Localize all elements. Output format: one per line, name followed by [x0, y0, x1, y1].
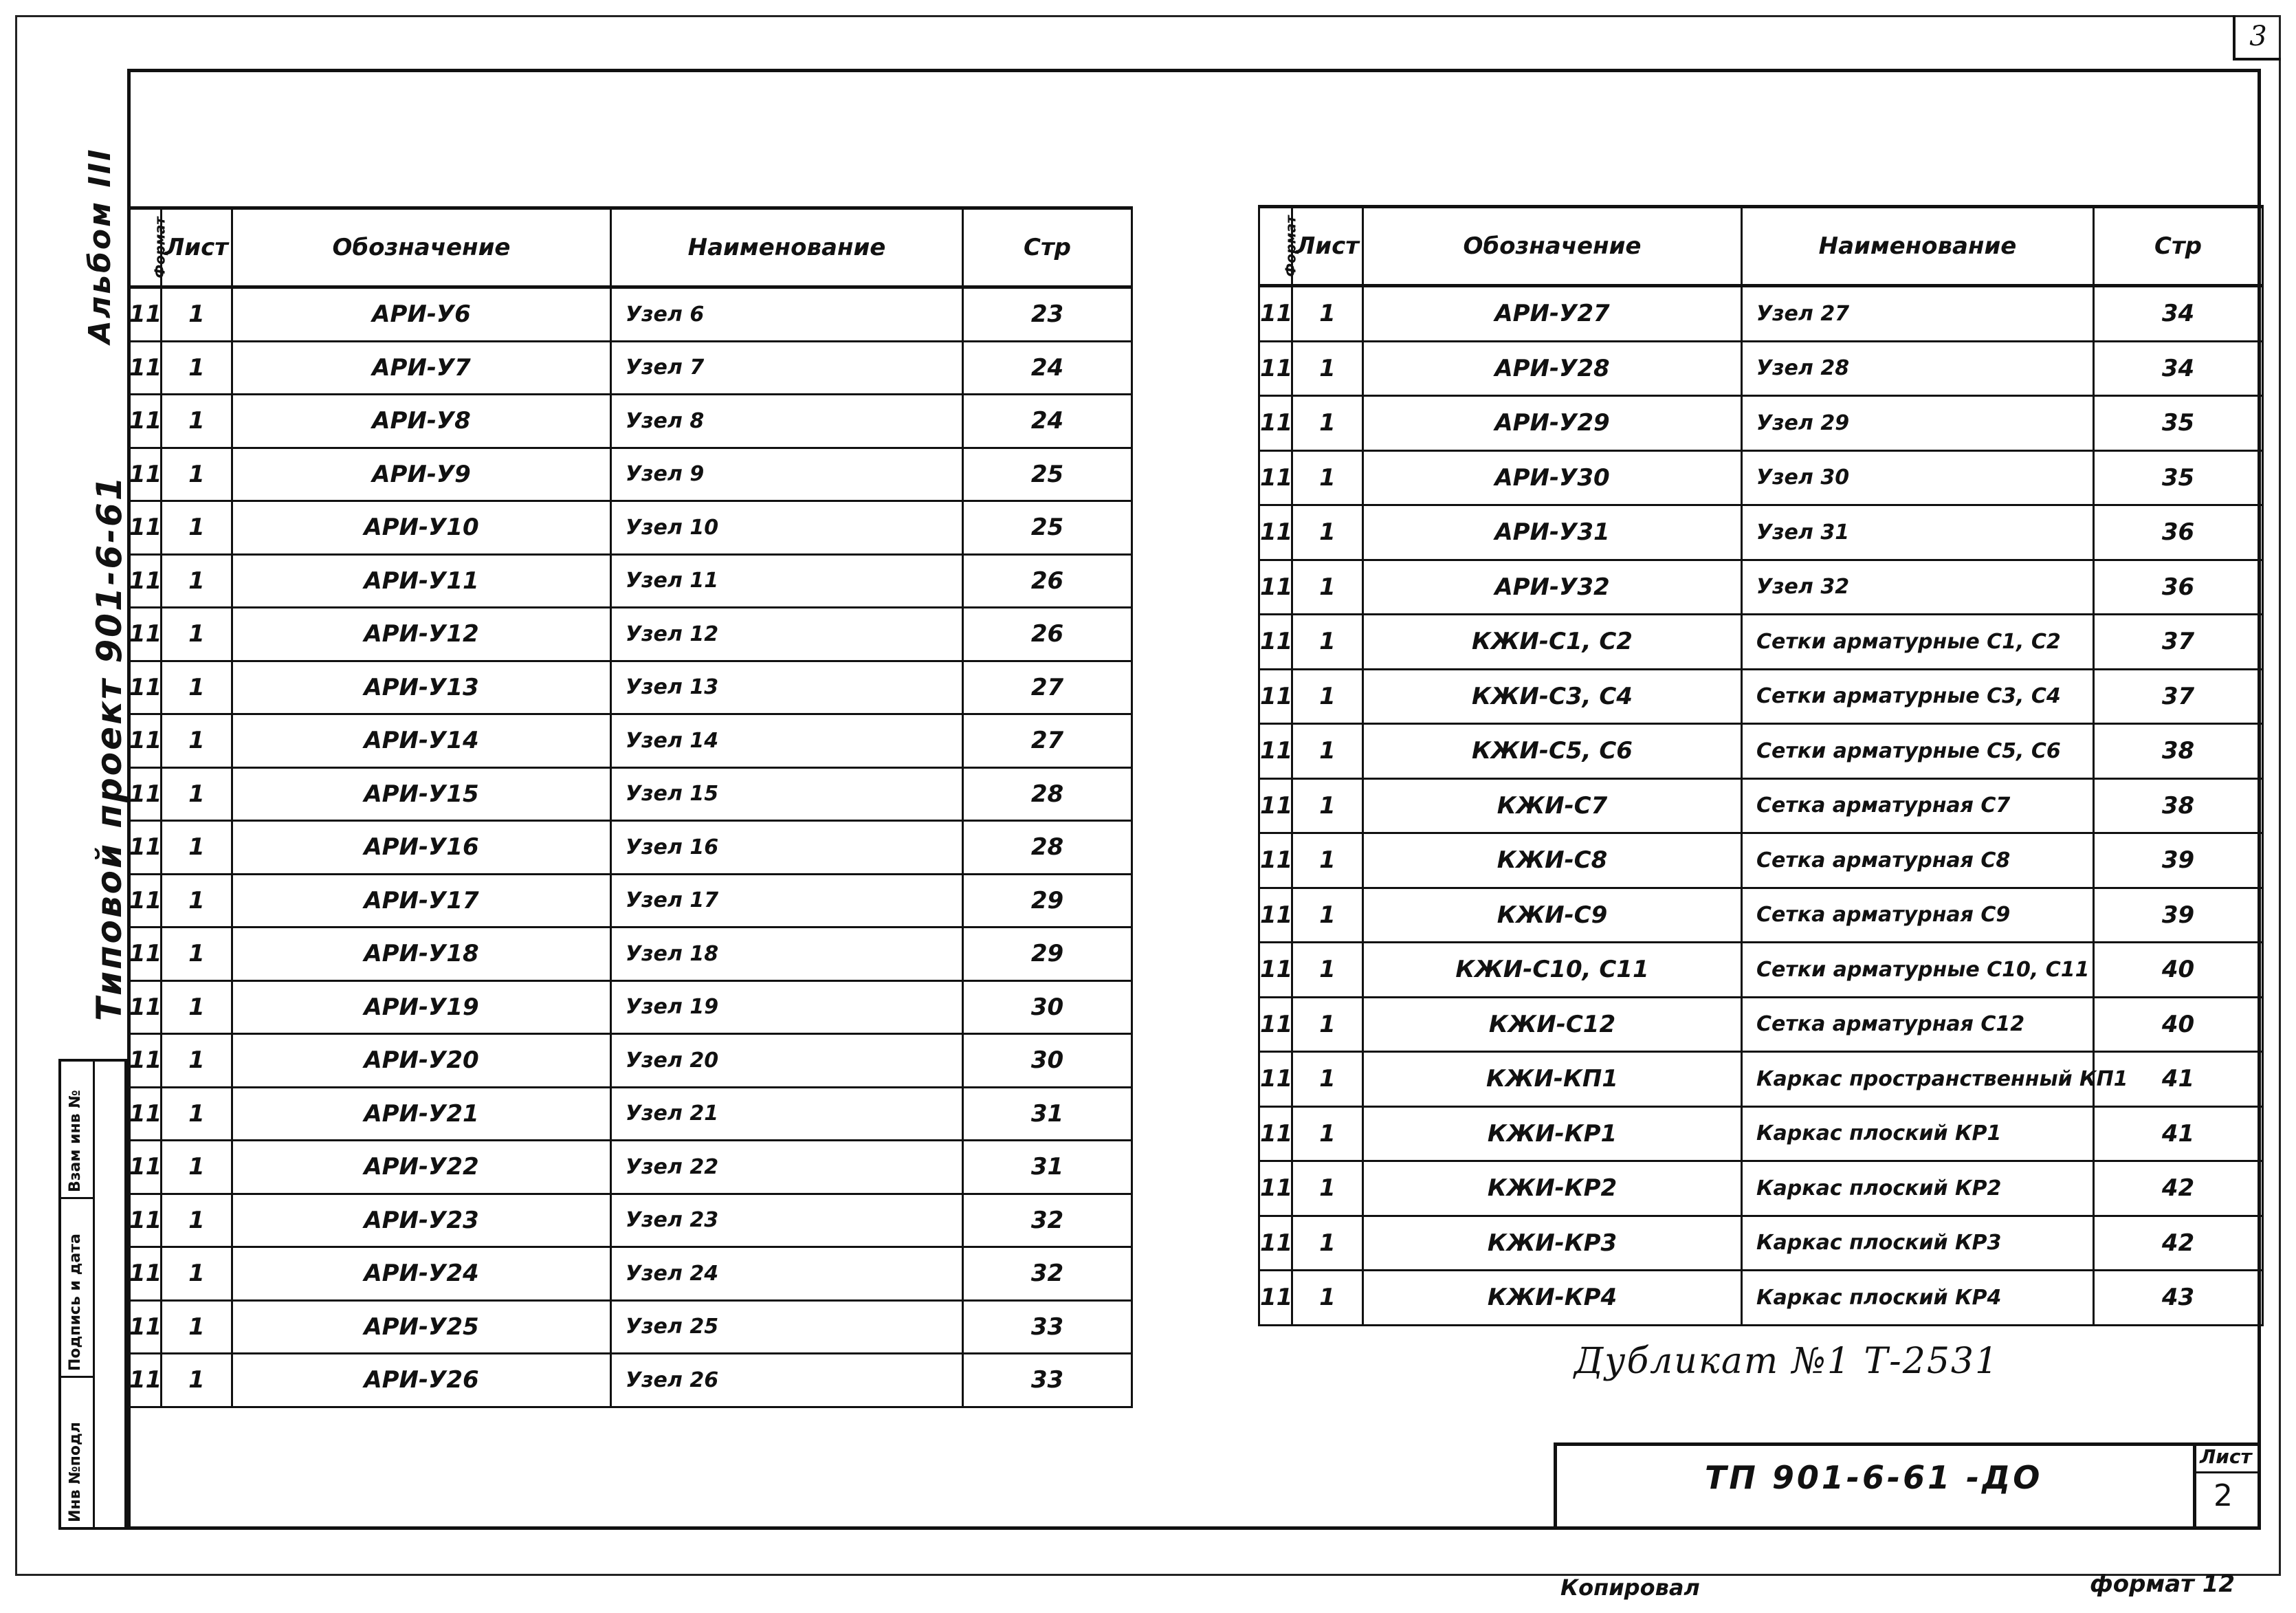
- format-cell: 11: [129, 714, 162, 768]
- page-cell: 36: [2094, 505, 2263, 560]
- table-row: [1259, 341, 2263, 396]
- page-cell: 28: [963, 767, 1132, 821]
- format-cell: 11: [1259, 560, 1292, 615]
- col-header-page: Стр: [963, 208, 1132, 287]
- spec-table-right: [1258, 205, 2264, 1326]
- table-row: [1259, 997, 2263, 1052]
- format-cell: 11: [129, 608, 162, 661]
- col-header-sheet: Лист: [1292, 207, 1363, 286]
- name-cell: Узел 6: [611, 287, 963, 342]
- table-row: [129, 448, 1132, 501]
- spec-table-left: [127, 206, 1133, 1408]
- name-cell: Узел 29: [1742, 396, 2094, 451]
- page-cell: 34: [2094, 286, 2263, 342]
- designation-cell: АРИ-У11: [232, 554, 611, 608]
- page-cell: 33: [963, 1354, 1132, 1407]
- sheet-cell: 1: [162, 874, 232, 928]
- col-header-format: Формат: [129, 208, 162, 287]
- format-cell: 11: [129, 341, 162, 395]
- designation-cell: КЖИ-С12: [1363, 997, 1742, 1052]
- page-cell: 24: [963, 395, 1132, 448]
- page-cell: 23: [963, 287, 1132, 342]
- page-cell: 40: [2094, 943, 2263, 998]
- copied-by-label: Копировал: [1560, 1574, 1700, 1601]
- format-cell: 11: [1259, 286, 1292, 342]
- designation-cell: АРИ-У20: [232, 1034, 611, 1088]
- name-cell: Узел 7: [611, 341, 963, 395]
- designation-cell: КЖИ-КР1: [1363, 1106, 1742, 1161]
- format-cell: 11: [1259, 778, 1292, 833]
- approval-stamp-column: [58, 1059, 127, 1530]
- sheet-cell: 1: [1292, 396, 1363, 451]
- album-title: Альбом III: [82, 147, 118, 344]
- format-cell: 11: [129, 767, 162, 821]
- sheet-cell: 1: [162, 1034, 232, 1088]
- page-number: 3: [2233, 15, 2281, 61]
- sheet-cell: 1: [1292, 1271, 1363, 1326]
- sheet-cell: 1: [162, 1300, 232, 1354]
- sheet-cell: 1: [1292, 943, 1363, 998]
- page-cell: 25: [963, 448, 1132, 501]
- designation-cell: АРИ-У26: [232, 1354, 611, 1407]
- table-row: [129, 554, 1132, 608]
- format-cell: 11: [129, 395, 162, 448]
- sheet-cell: 1: [1292, 560, 1363, 615]
- format-cell: 11: [1259, 1161, 1292, 1216]
- designation-cell: КЖИ-С5, С6: [1363, 724, 1742, 779]
- table-row: [1259, 1052, 2263, 1107]
- format-cell: 11: [129, 1141, 162, 1194]
- designation-cell: КЖИ-С1, С2: [1363, 615, 1742, 670]
- sheet-cell: 1: [162, 714, 232, 768]
- sheet-cell: 1: [162, 1354, 232, 1407]
- sheet-cell: 1: [162, 767, 232, 821]
- page-cell: 41: [2094, 1052, 2263, 1107]
- stamp-label: Подпись и дата: [67, 1233, 84, 1371]
- format-cell: 11: [129, 448, 162, 501]
- sheet-cell: 1: [1292, 286, 1363, 342]
- name-cell: Узел 24: [611, 1247, 963, 1301]
- col-header-page: Стр: [2094, 207, 2263, 286]
- designation-cell: КЖИ-С7: [1363, 778, 1742, 833]
- stamp-label: Инв №подл: [67, 1422, 84, 1522]
- designation-cell: КЖИ-КП1: [1363, 1052, 1742, 1107]
- sheet-cell: 1: [1292, 1052, 1363, 1107]
- designation-cell: АРИ-У16: [232, 821, 611, 875]
- table-header-row: [1259, 207, 2263, 286]
- designation-cell: АРИ-У23: [232, 1194, 611, 1247]
- table-row: [129, 1300, 1132, 1354]
- designation-cell: АРИ-У8: [232, 395, 611, 448]
- page-cell: 30: [963, 980, 1132, 1034]
- stamp-cell-replacement: [61, 1062, 93, 1199]
- sheet-cell: 1: [162, 554, 232, 608]
- sheet-cell: 1: [162, 1194, 232, 1247]
- sheet-number: 2: [2214, 1478, 2233, 1513]
- designation-cell: АРИ-У6: [232, 287, 611, 342]
- table-row: [1259, 505, 2263, 560]
- table-row: [129, 1354, 1132, 1407]
- format-cell: 11: [1259, 997, 1292, 1052]
- table-row: [1259, 724, 2263, 779]
- name-cell: Каркас плоский КР2: [1742, 1161, 2094, 1216]
- col-header-name: Наименование: [611, 208, 963, 287]
- table-row: [129, 1087, 1132, 1141]
- designation-cell: АРИ-У9: [232, 448, 611, 501]
- name-cell: Узел 32: [1742, 560, 2094, 615]
- name-cell: Сетка арматурная С8: [1742, 833, 2094, 888]
- name-cell: Узел 23: [611, 1194, 963, 1247]
- sheet-cell: 1: [1292, 997, 1363, 1052]
- page-cell: 28: [963, 821, 1132, 875]
- designation-cell: АРИ-У29: [1363, 396, 1742, 451]
- page-cell: 43: [2094, 1271, 2263, 1326]
- col-header-designation: Обозначение: [1363, 207, 1742, 286]
- table-row: [1259, 560, 2263, 615]
- col-header-format: Формат: [1259, 207, 1292, 286]
- designation-cell: АРИ-У15: [232, 767, 611, 821]
- table-row: [1259, 888, 2263, 943]
- format-cell: 11: [1259, 505, 1292, 560]
- page-cell: 32: [963, 1194, 1132, 1247]
- name-cell: Каркас плоский КР3: [1742, 1216, 2094, 1271]
- table-row: [129, 714, 1132, 768]
- sheet-cell: 1: [162, 1141, 232, 1194]
- table-row: [1259, 1271, 2263, 1326]
- format-label: формат 12: [2090, 1570, 2236, 1598]
- format-cell: 11: [129, 874, 162, 928]
- format-cell: 11: [129, 1087, 162, 1141]
- format-cell: 11: [1259, 1052, 1292, 1107]
- designation-cell: АРИ-У12: [232, 608, 611, 661]
- page-cell: 38: [2094, 778, 2263, 833]
- format-cell: 11: [129, 1194, 162, 1247]
- format-cell: 11: [1259, 1216, 1292, 1271]
- name-cell: Сетки арматурные С1, С2: [1742, 615, 2094, 670]
- table-row: [1259, 833, 2263, 888]
- page-cell: 33: [963, 1300, 1132, 1354]
- designation-cell: КЖИ-С9: [1363, 888, 1742, 943]
- sheet-cell: 1: [162, 395, 232, 448]
- table-row: [129, 1141, 1132, 1194]
- format-cell: 11: [129, 1034, 162, 1088]
- page-cell: 35: [2094, 450, 2263, 505]
- table-row: [1259, 286, 2263, 342]
- designation-cell: АРИ-У25: [232, 1300, 611, 1354]
- table-row: [129, 501, 1132, 555]
- duplicate-note: Дубликат №1 Т-2531: [1574, 1341, 2000, 1382]
- sheet-cell: 1: [162, 341, 232, 395]
- designation-cell: АРИ-У28: [1363, 341, 1742, 396]
- table-row: [129, 1247, 1132, 1301]
- format-cell: 11: [1259, 669, 1292, 724]
- format-cell: 11: [129, 1247, 162, 1301]
- sheet-cell: 1: [162, 928, 232, 981]
- page-cell: 31: [963, 1141, 1132, 1194]
- page-cell: 37: [2094, 615, 2263, 670]
- name-cell: Узел 25: [611, 1300, 963, 1354]
- sheet-cell: 1: [162, 608, 232, 661]
- page-cell: 41: [2094, 1106, 2263, 1161]
- col-header-designation: Обозначение: [232, 208, 611, 287]
- name-cell: Узел 13: [611, 661, 963, 714]
- name-cell: Узел 28: [1742, 341, 2094, 396]
- table-row: [1259, 1161, 2263, 1216]
- name-cell: Сетки арматурные С3, С4: [1742, 669, 2094, 724]
- format-cell: 11: [1259, 396, 1292, 451]
- table-row: [1259, 669, 2263, 724]
- format-cell: 11: [129, 1300, 162, 1354]
- format-cell: 11: [129, 980, 162, 1034]
- page-cell: 35: [2094, 396, 2263, 451]
- name-cell: Узел 30: [1742, 450, 2094, 505]
- name-cell: Узел 20: [611, 1034, 963, 1088]
- page-cell: 32: [963, 1247, 1132, 1301]
- table-row: [1259, 1216, 2263, 1271]
- table-row: [1259, 615, 2263, 670]
- table-row: [1259, 1106, 2263, 1161]
- name-cell: Сетки арматурные С10, С11: [1742, 943, 2094, 998]
- table-row: [129, 1034, 1132, 1088]
- format-cell: 11: [1259, 724, 1292, 779]
- stamp-cell-signature: [61, 1199, 93, 1378]
- format-cell: 11: [1259, 1106, 1292, 1161]
- designation-cell: АРИ-У21: [232, 1087, 611, 1141]
- page-cell: 39: [2094, 888, 2263, 943]
- designation-cell: АРИ-У30: [1363, 450, 1742, 505]
- page-cell: 36: [2094, 560, 2263, 615]
- format-cell: 11: [129, 554, 162, 608]
- page-cell: 29: [963, 928, 1132, 981]
- name-cell: Сетка арматурная С7: [1742, 778, 2094, 833]
- format-cell: 11: [1259, 833, 1292, 888]
- page-cell: 34: [2094, 341, 2263, 396]
- sheet-cell: 1: [1292, 833, 1363, 888]
- designation-cell: АРИ-У19: [232, 980, 611, 1034]
- table-row: [129, 661, 1132, 714]
- sheet-cell: 1: [1292, 341, 1363, 396]
- sheet-cell: 1: [1292, 1106, 1363, 1161]
- table-row: [129, 874, 1132, 928]
- page-cell: 25: [963, 501, 1132, 555]
- page-cell: 27: [963, 714, 1132, 768]
- format-cell: 11: [1259, 888, 1292, 943]
- name-cell: Каркас плоский КР4: [1742, 1271, 2094, 1326]
- project-title: Типовой проект 901-6-61: [89, 474, 129, 1021]
- sheet-cell: 1: [162, 661, 232, 714]
- page-cell: 37: [2094, 669, 2263, 724]
- format-cell: 11: [1259, 615, 1292, 670]
- sheet-label: Лист: [2200, 1445, 2252, 1468]
- table-header-row: [129, 208, 1132, 287]
- designation-cell: КЖИ-С3, С4: [1363, 669, 1742, 724]
- table-row: [129, 928, 1132, 981]
- table-row: [129, 608, 1132, 661]
- name-cell: Узел 22: [611, 1141, 963, 1194]
- page-cell: 27: [963, 661, 1132, 714]
- table-row: [1259, 396, 2263, 451]
- name-cell: Узел 12: [611, 608, 963, 661]
- table-row: [1259, 943, 2263, 998]
- sheet-cell: 1: [162, 287, 232, 342]
- designation-cell: АРИ-У17: [232, 874, 611, 928]
- designation-cell: АРИ-У13: [232, 661, 611, 714]
- name-cell: Узел 18: [611, 928, 963, 981]
- designation-cell: АРИ-У24: [232, 1247, 611, 1301]
- sheet-cell: 1: [162, 501, 232, 555]
- designation-cell: АРИ-У31: [1363, 505, 1742, 560]
- name-cell: Сетка арматурная С12: [1742, 997, 2094, 1052]
- designation-cell: КЖИ-С10, С11: [1363, 943, 1742, 998]
- designation-cell: АРИ-У7: [232, 341, 611, 395]
- format-cell: 11: [129, 287, 162, 342]
- table-row: [129, 341, 1132, 395]
- name-cell: Узел 21: [611, 1087, 963, 1141]
- name-cell: Сетки арматурные С5, С6: [1742, 724, 2094, 779]
- page-cell: 26: [963, 608, 1132, 661]
- page-cell: 39: [2094, 833, 2263, 888]
- table-row: [129, 287, 1132, 342]
- col-header-sheet: Лист: [162, 208, 232, 287]
- page-cell: 42: [2094, 1161, 2263, 1216]
- format-cell: 11: [129, 661, 162, 714]
- page-cell: 40: [2094, 997, 2263, 1052]
- table-row: [129, 980, 1132, 1034]
- page-cell: 24: [963, 341, 1132, 395]
- name-cell: Узел 14: [611, 714, 963, 768]
- designation-cell: АРИ-У22: [232, 1141, 611, 1194]
- sheet-cell: 1: [162, 1087, 232, 1141]
- name-cell: Узел 26: [611, 1354, 963, 1407]
- sheet-cell: 1: [1292, 724, 1363, 779]
- page-cell: 42: [2094, 1216, 2263, 1271]
- page-cell: 29: [963, 874, 1132, 928]
- col-header-name: Наименование: [1742, 207, 2094, 286]
- sheet-cell: 1: [162, 1247, 232, 1301]
- page-cell: 26: [963, 554, 1132, 608]
- sheet-cell: 1: [1292, 669, 1363, 724]
- name-cell: Каркас плоский КР1: [1742, 1106, 2094, 1161]
- name-cell: Узел 16: [611, 821, 963, 875]
- table-row: [1259, 778, 2263, 833]
- format-cell: 11: [129, 821, 162, 875]
- format-cell: 11: [129, 928, 162, 981]
- sheet-cell: 1: [1292, 888, 1363, 943]
- name-cell: Узел 15: [611, 767, 963, 821]
- format-cell: 11: [129, 501, 162, 555]
- sheet-cell: 1: [1292, 778, 1363, 833]
- designation-cell: КЖИ-КР2: [1363, 1161, 1742, 1216]
- name-cell: Узел 17: [611, 874, 963, 928]
- sheet-cell-divider: [2193, 1471, 2261, 1473]
- sheet-cell: 1: [162, 448, 232, 501]
- name-cell: Узел 19: [611, 980, 963, 1034]
- sheet-cell: 1: [162, 980, 232, 1034]
- stamp-label: Взам инв №: [67, 1090, 84, 1192]
- designation-cell: АРИ-У32: [1363, 560, 1742, 615]
- sheet-cell: 1: [1292, 505, 1363, 560]
- designation-cell: КЖИ-КР4: [1363, 1271, 1742, 1326]
- document-code: ТП 901-6-61 -ДО: [1705, 1459, 2043, 1496]
- format-cell: 11: [1259, 450, 1292, 505]
- table-row: [129, 1194, 1132, 1247]
- name-cell: Каркас пространственный КП1: [1742, 1052, 2094, 1107]
- sheet-cell: 1: [162, 821, 232, 875]
- table-row: [129, 395, 1132, 448]
- table-row: [129, 767, 1132, 821]
- table-row: [129, 821, 1132, 875]
- sheet-cell: 1: [1292, 1161, 1363, 1216]
- sheet-cell: 1: [1292, 615, 1363, 670]
- designation-cell: АРИ-У18: [232, 928, 611, 981]
- designation-cell: КЖИ-С8: [1363, 833, 1742, 888]
- page-cell: 30: [963, 1034, 1132, 1088]
- sheet-cell: 1: [1292, 450, 1363, 505]
- name-cell: Сетка арматурная С9: [1742, 888, 2094, 943]
- designation-cell: КЖИ-КР3: [1363, 1216, 1742, 1271]
- name-cell: Узел 27: [1742, 286, 2094, 342]
- format-cell: 11: [1259, 1271, 1292, 1326]
- format-cell: 11: [1259, 943, 1292, 998]
- stamp-cell-inventory: [61, 1378, 93, 1530]
- name-cell: Узел 9: [611, 448, 963, 501]
- name-cell: Узел 10: [611, 501, 963, 555]
- sheet-cell: 1: [1292, 1216, 1363, 1271]
- designation-cell: АРИ-У27: [1363, 286, 1742, 342]
- table-row: [1259, 450, 2263, 505]
- designation-cell: АРИ-У10: [232, 501, 611, 555]
- format-cell: 11: [1259, 341, 1292, 396]
- name-cell: Узел 31: [1742, 505, 2094, 560]
- name-cell: Узел 8: [611, 395, 963, 448]
- designation-cell: АРИ-У14: [232, 714, 611, 768]
- format-cell: 11: [129, 1354, 162, 1407]
- page-cell: 31: [963, 1087, 1132, 1141]
- name-cell: Узел 11: [611, 554, 963, 608]
- page-cell: 38: [2094, 724, 2263, 779]
